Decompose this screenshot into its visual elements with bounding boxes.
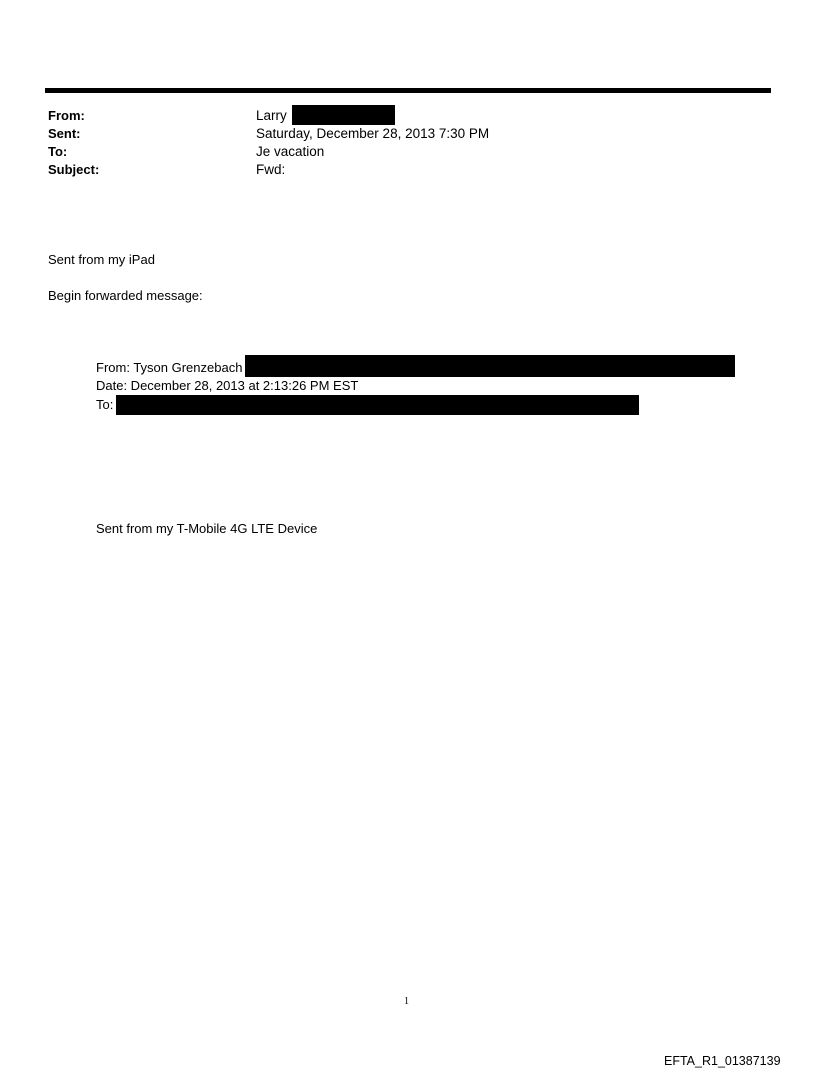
redaction-box xyxy=(116,395,639,415)
from-label: From: xyxy=(48,108,85,123)
forwarded-from-text: From: Tyson Grenzebach xyxy=(96,360,243,375)
forwarded-to-label: To: xyxy=(96,397,114,412)
to-value: Je vacation xyxy=(256,144,325,159)
redaction-box xyxy=(245,355,735,377)
from-value xyxy=(256,107,395,125)
ipad-signature: Sent from my iPad xyxy=(48,252,155,267)
header-divider-rule xyxy=(45,88,771,93)
sent-value: Saturday, December 28, 2013 7:30 PM xyxy=(256,126,490,141)
from-name: Larry xyxy=(256,108,287,123)
bates-number: EFTA_R1_01387139 xyxy=(664,1054,781,1068)
redaction-box xyxy=(292,105,395,125)
forwarded-from-line xyxy=(96,359,735,377)
to-label: To: xyxy=(48,144,68,159)
tmobile-signature: Sent from my T-Mobile 4G LTE Device xyxy=(96,521,318,536)
page-number: 1 xyxy=(404,996,409,1007)
forwarded-to-line xyxy=(96,396,639,415)
sent-label: Sent: xyxy=(48,126,81,141)
forward-intro: Begin forwarded message: xyxy=(48,288,203,303)
forwarded-date-line: Date: December 28, 2013 at 2:13:26 PM EST xyxy=(96,378,359,393)
subject-label: Subject: xyxy=(48,162,100,177)
subject-value: Fwd: xyxy=(256,162,286,177)
